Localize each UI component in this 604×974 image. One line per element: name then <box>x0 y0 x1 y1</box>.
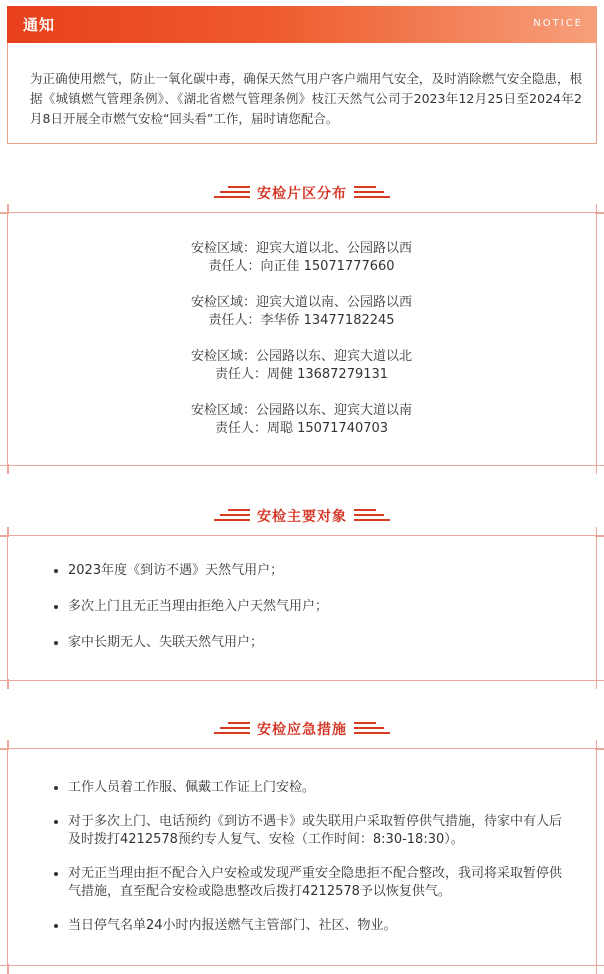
bullet-icon <box>54 569 58 573</box>
section-title-targets <box>0 504 604 528</box>
list-item: 工作人员着工作服、佩戴工作证上门安检。 <box>8 779 595 797</box>
title-deco-right-icon <box>354 508 390 522</box>
bullet-icon <box>54 605 58 609</box>
districts-frame <box>7 212 597 466</box>
measures-frame <box>7 748 597 966</box>
section-title-label: 安检主要对象 <box>257 509 347 525</box>
list-item: 多次上门且无正当理由拒绝入户天然气用户； <box>8 598 595 616</box>
notice-title-en: NOTICE <box>533 18 583 29</box>
notice-box <box>7 43 597 144</box>
list-item: 家中长期无人、失联天然气用户； <box>8 634 595 652</box>
notice-header-bar <box>7 6 597 43</box>
bullet-icon <box>54 641 58 645</box>
notice-body: 为正确使用燃气，防止一氧化碳中毒，确保天然气用户客户端用气安全，及时消除燃气安全隐患，根据《城镇燃气管理条例》、《湖北省燃气管理条例》枝江天然气公司于2023年12月25日至2024年2月8日开展全市燃气安检“回头看”工作，届时请您配合。 <box>30 71 582 126</box>
notice-title: 通知 <box>23 16 56 34</box>
district-item <box>8 240 595 276</box>
bullet-icon <box>54 924 58 928</box>
district-area: 安检区域：迎宾大道以北、公园路以西 <box>190 241 412 256</box>
bullet-icon <box>54 820 58 824</box>
district-area: 安检区域：公园路以东、迎宾大道以南 <box>190 403 412 418</box>
section-title-label: 安检应急措施 <box>257 722 347 738</box>
district-person: 责任人：李华侨 13477182245 <box>208 313 395 328</box>
district-item <box>8 348 595 384</box>
list-item: 对于多次上门、电话预约《到访不遇卡》或失联用户采取暂停供气措施，待家中有人后及时拨打4212578预约专人复气、安检（工作时间：8:30-18:30）。 <box>8 813 595 849</box>
bullet-icon <box>54 786 58 790</box>
list-item: 当日停气名单24小时内报送燃气主管部门、社区、物业。 <box>8 917 595 935</box>
bullet-icon <box>54 872 58 876</box>
notice-section <box>7 6 597 144</box>
section-title-measures <box>0 717 604 741</box>
district-person: 责任人：周健 13687279131 <box>214 367 389 382</box>
list-item: 2023年度《到访不遇》天然气用户； <box>8 562 595 580</box>
district-item <box>8 402 595 438</box>
list-item: 对无正当理由拒不配合入户安检或发现严重安全隐患拒不配合整改，我司将采取暂停供气措施，直至配合安检或隐患整改后拨打4212578予以恢复供气。 <box>8 865 595 901</box>
section-title-districts <box>0 181 604 205</box>
title-deco-right-icon <box>354 185 390 199</box>
section-title-label: 安检片区分布 <box>257 186 347 202</box>
district-person: 责任人：周聪 15071740703 <box>214 421 389 436</box>
district-area: 安检区域：迎宾大道以南、公园路以西 <box>190 295 412 310</box>
title-deco-right-icon <box>354 721 390 735</box>
district-area: 安检区域：公园路以东、迎宾大道以北 <box>190 349 412 364</box>
targets-frame <box>7 535 597 681</box>
district-person: 责任人：向正佳 15071777660 <box>208 259 395 274</box>
district-item <box>8 294 595 330</box>
